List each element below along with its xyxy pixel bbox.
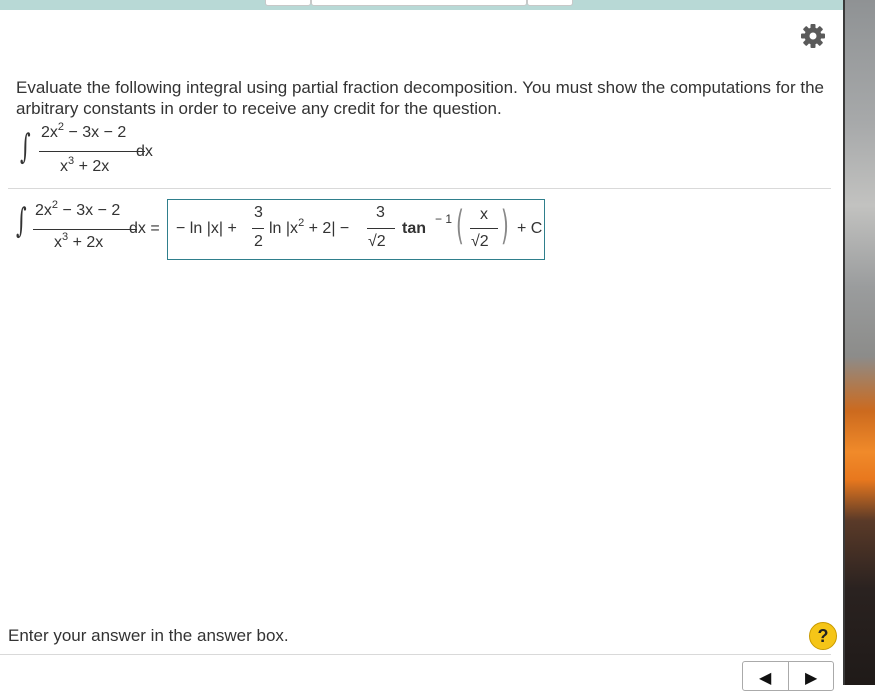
top-tab-left[interactable] (265, 0, 311, 6)
term-ln-x: − ln |x| + (176, 220, 237, 237)
problem-integral (20, 122, 180, 182)
nav-separator (788, 662, 789, 690)
term-ln-x2: $\ln |x^2 + 2|$ − (269, 217, 350, 237)
frac2-numerator: 3 (376, 204, 385, 221)
integral-sign: ∫ (20, 127, 31, 167)
arg-denominator: √2 (471, 233, 489, 250)
divider (8, 188, 831, 189)
integral-sign: ∫ (16, 201, 27, 241)
frac2-bar (367, 228, 395, 229)
fraction-bar (39, 151, 145, 152)
help-icon[interactable]: ? (809, 622, 837, 650)
previous-button[interactable]: ◀ (759, 670, 772, 687)
numerator: $2x^2 - 3x - 2$ (41, 121, 127, 141)
background-photo (843, 0, 875, 685)
left-paren: ( (456, 203, 464, 249)
tan-exponent: − 1 (435, 212, 453, 226)
gear-icon[interactable] (799, 22, 827, 50)
constant-c: + C (517, 220, 543, 237)
top-tab-middle[interactable] (311, 0, 527, 6)
frac2-denominator: √2 (368, 233, 386, 250)
numerator: $2x^2 - 3x - 2$ (35, 199, 121, 219)
answer-expression (168, 200, 544, 259)
instruction-text: Enter your answer in the answer box. (8, 626, 289, 645)
window-edge (843, 0, 845, 685)
top-bar (0, 0, 843, 10)
arg-numerator: x (480, 206, 488, 223)
frac1-denominator: 2 (254, 233, 263, 250)
denominator: $x^3 + 2x$ (60, 155, 110, 175)
fraction-bar (33, 229, 137, 230)
footer-divider (0, 654, 831, 655)
dx-equals: dx = (129, 220, 160, 237)
answer-integral (16, 200, 166, 260)
arg-bar (470, 228, 498, 229)
frac1-bar (252, 228, 264, 229)
next-button[interactable]: ▶ (805, 670, 818, 687)
dx-label: dx (136, 143, 153, 160)
denominator: $x^3 + 2x$ (54, 231, 104, 251)
right-paren: ) (501, 203, 509, 249)
tan-label: tan (402, 220, 426, 237)
navigation-controls (742, 661, 834, 691)
frac1-numerator: 3 (254, 204, 263, 221)
answer-box[interactable] (167, 199, 545, 260)
question-text: Evaluate the following integral using partial fraction decomposition. You must show the computations for the arbitrary constants in order to receive any credit for the question. (16, 78, 824, 118)
top-tab-right[interactable] (527, 0, 573, 6)
